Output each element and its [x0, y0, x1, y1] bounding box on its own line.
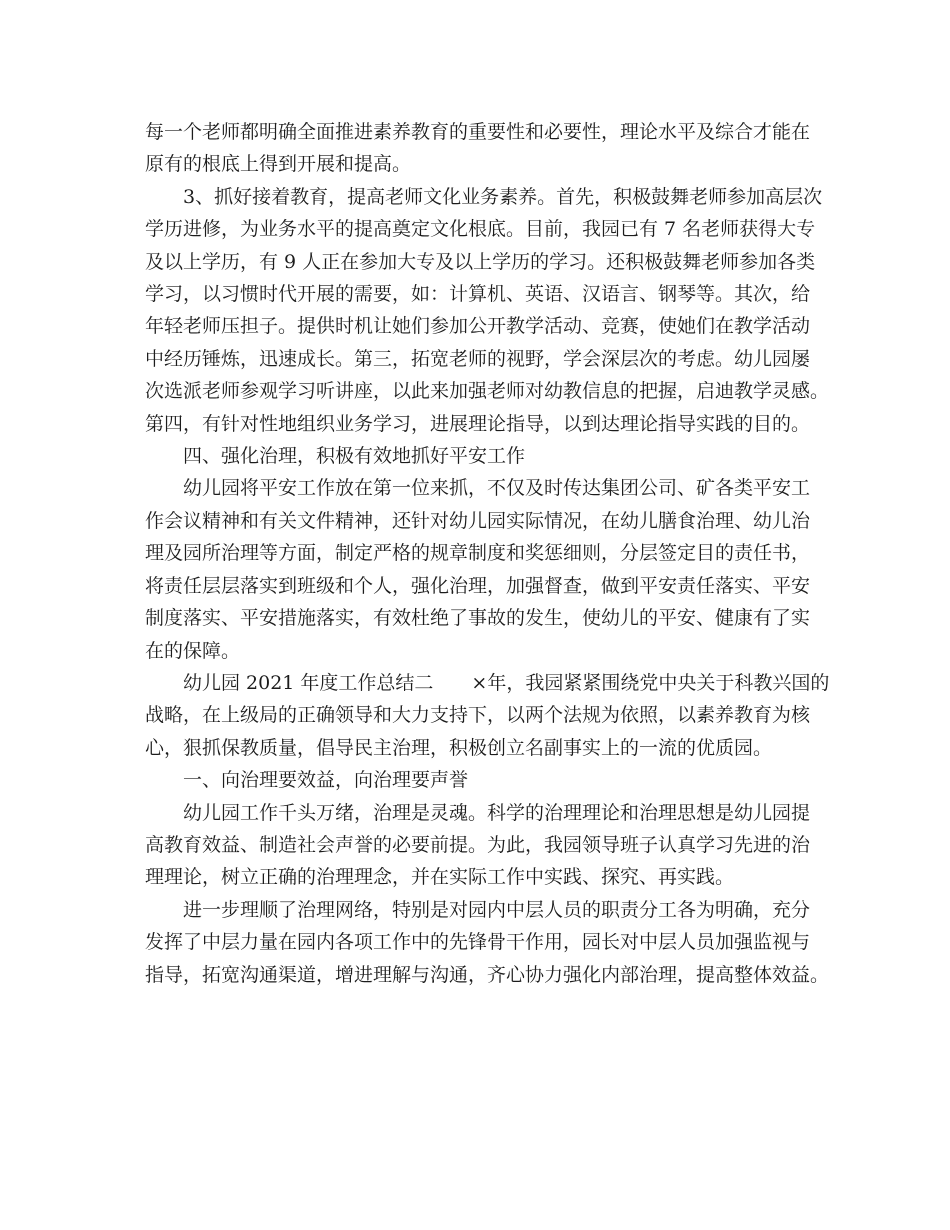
text-line: 第四，有针对性地组织业务学习，进展理论指导，以到达理论指导实践的目的。	[145, 412, 811, 435]
paragraph-annual-summary-two	[145, 667, 830, 764]
text-line: 理及园所治理等方面，制定严格的规章制度和奖惩细则，分层签定目的责任书，	[145, 542, 811, 565]
text-line: 发挥了中层力量在园内各项工作中的先锋骨干作用，园长对中层人员加强监视与	[145, 931, 811, 954]
text-line: 次选派老师参观学习听讲座，以此来加强老师对幼教信息的把握，启迪教学灵感。	[145, 380, 830, 403]
text-line: 制度落实、平安措施落实，有效杜绝了事故的发生，使幼儿的平安、健康有了实	[145, 607, 811, 630]
paragraph-continuing-education	[145, 181, 830, 440]
text-line: 学习，以习惯时代开展的需要，如：计算机、英语、汉语言、钢琴等。其次，给	[145, 283, 811, 306]
text-line: 幼儿园工作千头万绪，治理是灵魂。科学的治理理论和治理思想是幼儿园提	[183, 801, 811, 824]
section-heading-management	[145, 764, 810, 796]
text-line: 作会议精神和有关文件精神，还针对幼儿园实际情况，在幼儿膳食治理、幼儿治	[145, 509, 811, 532]
section-heading-safety	[145, 440, 810, 472]
paragraph-management-theory	[145, 797, 810, 894]
heading-line: 四、强化治理，积极有效地抓好平安工作	[183, 445, 526, 468]
paragraph-quality-education-continued	[145, 116, 810, 181]
text-line: 指导，拓宽沟通渠道，增进理解与沟通，齐心协力强化内部治理，提高整体效益。	[145, 963, 830, 986]
text-line: 战略，在上级局的正确领导和大力支持下，以两个法规为依照，以素养教育为核	[145, 704, 811, 727]
text-line: 进一步理顺了治理网络，特别是对园内中层人员的职责分工各为明确，充分	[183, 898, 811, 921]
text-line: 将责任层层落实到班级和个人，强化治理，加强督查，做到平安责任落实、平安	[145, 574, 811, 597]
text-line: 每一个老师都明确全面推进素养教育的重要性和必要性，理论水平及综合才能在	[145, 121, 811, 143]
text-line: 中经历锤炼，迅速成长。第三，拓宽老师的视野，学会深层次的考虑。幼儿园屡	[145, 347, 811, 370]
text-line: 在的保障。	[145, 639, 241, 662]
text-line: 心，狠抓保教质量，倡导民主治理，积极创立名副事实上的一流的优质园。	[145, 736, 773, 759]
text-line: 及以上学历，有 9 人正在参加大专及以上学历的学习。还积极鼓舞老师参加各类	[145, 250, 816, 273]
text-line: 幼儿园 2021 年度工作总结二 ×年，我园紧紧围绕党中央关于科教兴国的	[183, 671, 830, 694]
text-line: 理理论，树立正确的治理理念，并在实际工作中实践、探究、再实践。	[145, 866, 735, 889]
text-line: 幼儿园将平安工作放在第一位来抓，不仅及时传达集团公司、矿各类平安工	[183, 477, 811, 500]
text-line: 原有的根底上得到开展和提高。	[145, 153, 412, 176]
paragraph-safety-work	[145, 472, 810, 666]
text-line: 高教育效益、制造社会声誉的必要前提。为此，我园领导班子认真学习先进的治	[145, 833, 811, 856]
heading-line: 一、向治理要效益，向治理要声誉	[183, 769, 469, 792]
text-line: 年轻老师压担子。提供时机让她们参加公开教学活动、竞赛，使她们在教学活动	[145, 315, 811, 338]
text-line: 3、抓好接着教育，提高老师文化业务素养。首先，积极鼓舞老师参加高层次	[183, 185, 823, 208]
paragraph-management-network	[145, 894, 830, 991]
document-body	[145, 116, 830, 991]
text-line: 学历进修，为业务水平的提高奠定文化根底。目前，我园已有 7 名老师获得大专	[145, 218, 816, 241]
